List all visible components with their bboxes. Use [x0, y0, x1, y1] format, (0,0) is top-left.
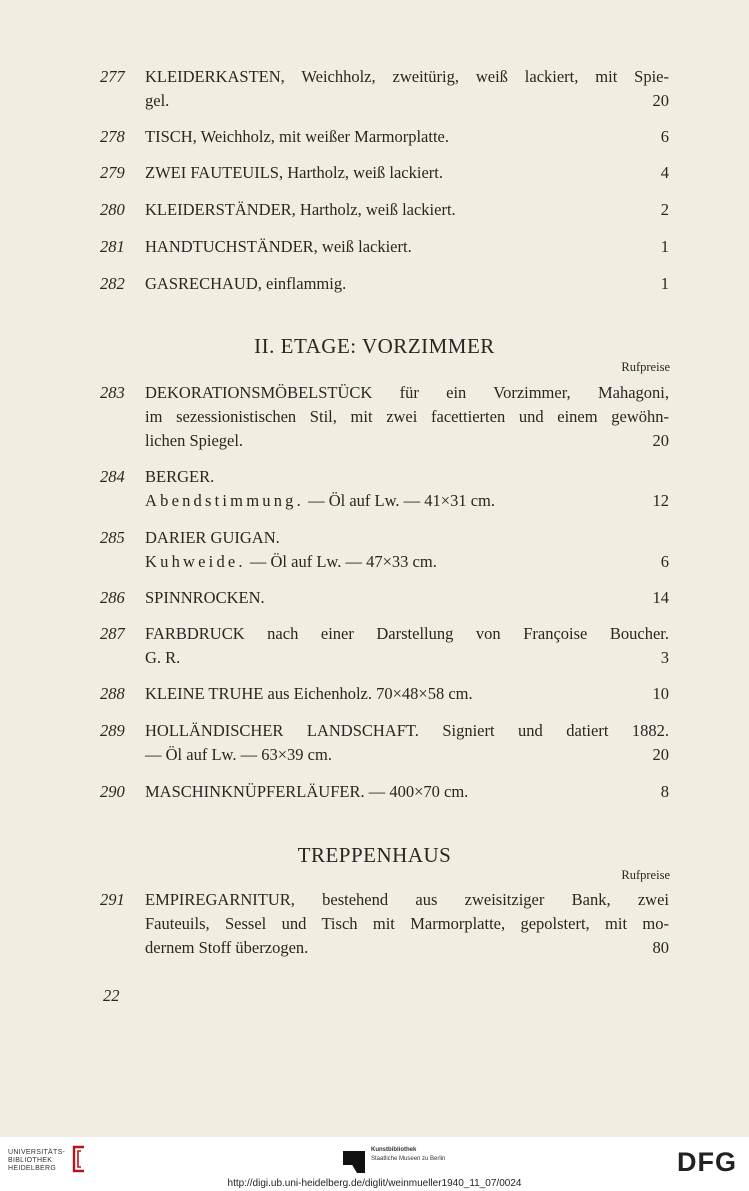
lot-number: 279 [100, 163, 125, 182]
lot-description-line: lichen Spiegel. [145, 431, 244, 450]
lot-number: 288 [100, 684, 125, 703]
lot-number: 283 [100, 383, 125, 402]
lot-price: 8 [660, 782, 669, 801]
entry-288 [100, 682, 670, 706]
lot-price: 10 [652, 684, 669, 703]
lot-number: 287 [100, 624, 125, 643]
rufpreise-label: Rufpreise [621, 868, 670, 882]
lot-price: 80 [652, 938, 669, 957]
artwork-title: Kuhweide. [145, 552, 246, 571]
lot-description-line: EMPIREGARNITUR, bestehend aus zweisitziger Bank, zwei [145, 890, 669, 909]
lot-number: 282 [100, 274, 125, 293]
lot-description-line: KLEINE TRUHE aus Eichenholz. 70×48×58 cm. [145, 684, 473, 703]
lot-price: 1 [660, 237, 669, 256]
lot-number: 280 [100, 200, 125, 219]
entry-279 [100, 161, 670, 185]
rufpreise-label: Rufpreise [621, 360, 670, 374]
source-url[interactable]: http://digi.ub.uni-heidelberg.de/diglit/weinmueller1940_11_07/0024 [227, 1178, 522, 1189]
entry-284 [100, 465, 670, 513]
artwork-title: Abendstimmung. [145, 491, 304, 510]
lot-description-line: HANDTUCHSTÄNDER, weiß lackiert. [145, 237, 412, 256]
entry-289 [100, 719, 670, 767]
lot-description-line: G. R. [145, 648, 181, 667]
lot-number: 285 [100, 528, 125, 547]
lot-description-line: SPINNROCKEN. [145, 588, 265, 607]
artist-name: DARIER GUIGAN. [145, 528, 280, 547]
lot-price: 6 [660, 552, 669, 571]
lot-description-line: DEKORATIONSMÖBELSTÜCK für ein Vorzimmer, Mahagoni, [145, 383, 669, 402]
lot-description-line: TISCH, Weichholz, mit weißer Marmorplatte. [145, 127, 450, 146]
lot-price: 1 [660, 274, 669, 293]
lot-number: 291 [100, 890, 125, 909]
page-number: 22 [103, 986, 120, 1005]
lot-description-line: ZWEI FAUTEUILS, Hartholz, weiß lackiert. [145, 163, 443, 182]
lot-number: 278 [100, 127, 125, 146]
lot-price: 12 [652, 491, 669, 510]
entry-283 [100, 381, 670, 453]
lot-description-line: HOLLÄNDISCHER LANDSCHAFT. Signiert und datiert 1882. [145, 721, 669, 740]
lot-description-line: im sezessionistischen Stil, mit zwei facettierten und einem gewöhn- [145, 407, 669, 426]
entry-277 [100, 65, 670, 113]
lot-price: 20 [652, 91, 669, 110]
lot-description-line: KLEIDERKASTEN, Weichholz, zweitürig, weiß lackiert, mit Spie- [145, 67, 669, 86]
lot-description-line: MASCHINKNÜPFERLÄUFER. — 400×70 cm. [145, 782, 469, 801]
artist-name: BERGER. [145, 467, 215, 486]
lot-price: 20 [652, 431, 669, 450]
lot-description-line: gel. [145, 91, 170, 110]
entry-290 [100, 780, 670, 804]
kunstbibliothek-logo-icon[interactable] [343, 1149, 365, 1173]
entry-282 [100, 272, 670, 296]
entry-278 [100, 125, 670, 149]
lot-price: 3 [660, 648, 669, 667]
university-library-label[interactable]: UNIVERSITÄTS- BIBLIOTHEK HEIDELBERG [8, 1149, 66, 1172]
artwork-details: — Öl auf Lw. — 47×33 cm. [245, 552, 437, 571]
lot-description-line: dernem Stoff überzogen. [145, 938, 309, 957]
lot-number: 290 [100, 782, 125, 801]
artwork-details: — Öl auf Lw. — 41×31 cm. [303, 491, 496, 510]
entry-286 [100, 586, 670, 610]
lot-number: 286 [100, 588, 125, 607]
kunstbibliothek-label[interactable]: Kunstbibliothek Staatliche Museen zu Berlin [371, 1147, 446, 1162]
entry-281 [100, 235, 670, 259]
lot-price: 14 [652, 588, 669, 607]
lot-price: 6 [660, 127, 669, 146]
dfg-logo[interactable]: DFG [677, 1147, 737, 1177]
entry-287 [100, 622, 670, 670]
lot-description-line: KLEIDERSTÄNDER, Hartholz, weiß lackiert. [145, 200, 456, 219]
lot-number: 284 [100, 467, 125, 486]
section-heading: TREPPENHAUS [297, 843, 452, 867]
lot-description-line: — Öl auf Lw. — 63×39 cm. [145, 745, 332, 764]
entry-291 [100, 888, 670, 960]
heidelberg-logo-icon[interactable] [70, 1145, 88, 1173]
lot-price: 4 [660, 163, 669, 182]
lot-number: 277 [100, 67, 125, 86]
entry-280 [100, 198, 670, 222]
lot-description-line: Fauteuils, Sessel und Tisch mit Marmorplatte, gepolstert, mit mo- [145, 914, 669, 933]
lot-number: 289 [100, 721, 125, 740]
lot-price: 2 [660, 200, 669, 219]
lot-description-line: FARBDRUCK nach einer Darstellung von Françoise Boucher. [145, 624, 669, 643]
section-heading: II. ETAGE: VORZIMMER [254, 334, 495, 358]
lot-price: 20 [652, 745, 669, 764]
lot-description-line: GASRECHAUD, einflammig. [145, 274, 347, 293]
lot-number: 281 [100, 237, 125, 256]
entry-285 [100, 526, 670, 574]
